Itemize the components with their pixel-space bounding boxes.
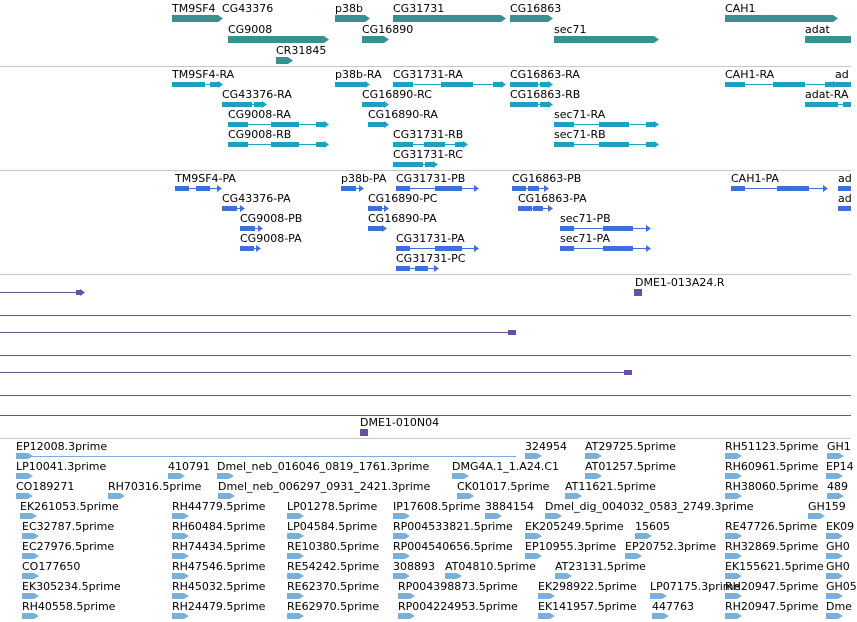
est-glyph[interactable] bbox=[22, 573, 40, 579]
gene-glyph[interactable] bbox=[725, 15, 839, 22]
est-label[interactable]: RH60484.5prime bbox=[172, 520, 266, 533]
est-glyph[interactable] bbox=[287, 573, 305, 579]
transcript-label[interactable]: CG9008-RA bbox=[228, 108, 291, 121]
gene-glyph[interactable] bbox=[276, 57, 294, 64]
est-glyph[interactable] bbox=[452, 473, 470, 479]
transcript-label[interactable]: TM9SF4-RA bbox=[172, 68, 235, 81]
gene-glyph[interactable] bbox=[805, 36, 857, 43]
est-label[interactable]: EK261053.5prime bbox=[20, 500, 119, 513]
gene-label[interactable]: TM9SF4 bbox=[172, 2, 216, 15]
est-label[interactable]: EP10955.3prime bbox=[525, 540, 617, 553]
est-glyph[interactable] bbox=[172, 573, 190, 579]
gene-label[interactable]: sec71 bbox=[554, 23, 587, 36]
est-glyph[interactable] bbox=[217, 473, 235, 479]
est-label[interactable]: IP17608.5prime bbox=[393, 500, 481, 513]
track-separator bbox=[0, 274, 851, 275]
est-glyph[interactable] bbox=[827, 453, 845, 459]
transcript-label[interactable]: sec71-RB bbox=[554, 128, 606, 141]
est-label[interactable]: Dmel_dig_004032_0583_2749.3prime bbox=[545, 500, 754, 513]
protein-label[interactable]: CG9008-PA bbox=[240, 232, 302, 245]
est-glyph[interactable] bbox=[287, 513, 305, 519]
clone-glyph[interactable] bbox=[0, 392, 857, 399]
protein-label[interactable]: sec71-PA bbox=[560, 232, 610, 245]
est-label[interactable]: LP04584.5prime bbox=[287, 520, 378, 533]
est-glyph[interactable] bbox=[172, 533, 190, 539]
est-label[interactable]: AT23131.5prime bbox=[555, 560, 646, 573]
protein-glyph[interactable] bbox=[560, 245, 652, 252]
est-glyph[interactable] bbox=[168, 473, 186, 479]
gene-label[interactable]: p38b bbox=[335, 2, 363, 15]
est-label[interactable]: EC32787.5prime bbox=[22, 520, 115, 533]
protein-label[interactable]: ad bbox=[838, 192, 852, 205]
clone-label[interactable]: DME1-013A24.R bbox=[635, 276, 725, 289]
est-glyph[interactable] bbox=[525, 453, 543, 459]
transcript-glyph[interactable] bbox=[554, 121, 660, 128]
est-glyph[interactable] bbox=[22, 553, 40, 559]
est-label[interactable]: RH38060.5prime bbox=[725, 480, 819, 493]
est-label[interactable]: Dmel_neb_016046_0819_1761.3prime bbox=[217, 460, 430, 473]
est-glyph[interactable] bbox=[725, 493, 743, 499]
est-label[interactable]: RH47546.5prime bbox=[172, 560, 266, 573]
gene-label[interactable]: adat bbox=[805, 23, 830, 36]
est-glyph[interactable] bbox=[725, 473, 743, 479]
gene-label[interactable]: CG43376 bbox=[222, 2, 274, 15]
gene-label[interactable]: CG31731 bbox=[393, 2, 445, 15]
est-glyph[interactable] bbox=[538, 593, 556, 599]
est-label[interactable]: EC27976.5prime bbox=[22, 540, 115, 553]
transcript-glyph[interactable] bbox=[335, 81, 371, 88]
transcript-glyph[interactable] bbox=[393, 81, 507, 88]
est-glyph[interactable] bbox=[172, 553, 190, 559]
est-label[interactable]: RE62370.5prime bbox=[287, 580, 380, 593]
protein-label[interactable]: CG16863-PA bbox=[518, 192, 587, 205]
protein-glyph[interactable] bbox=[838, 185, 857, 192]
transcript-label[interactable]: adat-RA bbox=[805, 88, 849, 101]
protein-label[interactable]: CG16863-PB bbox=[512, 172, 582, 185]
clone-glyph[interactable] bbox=[0, 352, 857, 359]
est-label[interactable]: 489 bbox=[827, 480, 848, 493]
clone-glyph[interactable] bbox=[634, 289, 648, 296]
protein-label[interactable]: CG31731-PA bbox=[396, 232, 465, 245]
est-label[interactable]: EP12008.3prime bbox=[16, 440, 108, 453]
est-glyph[interactable] bbox=[827, 493, 845, 499]
protein-glyph[interactable] bbox=[368, 205, 390, 212]
clone-glyph[interactable] bbox=[0, 289, 86, 296]
protein-label[interactable]: CG31731-PC bbox=[396, 252, 466, 265]
est-label[interactable]: Dme bbox=[826, 600, 852, 613]
protein-label[interactable]: CG16890-PA bbox=[368, 212, 437, 225]
gene-label[interactable]: CG9008 bbox=[228, 23, 273, 36]
est-glyph[interactable] bbox=[393, 513, 411, 519]
gene-glyph[interactable] bbox=[228, 36, 330, 43]
est-glyph[interactable] bbox=[108, 493, 126, 499]
est-label[interactable]: RH32869.5prime bbox=[725, 540, 819, 553]
est-glyph[interactable] bbox=[725, 593, 743, 599]
est-label[interactable]: 447763 bbox=[652, 600, 694, 613]
est-label[interactable]: EK298922.5prime bbox=[538, 580, 637, 593]
est-glyph[interactable] bbox=[398, 593, 416, 599]
transcript-label[interactable]: CG31731-RA bbox=[393, 68, 463, 81]
clone-glyph[interactable] bbox=[0, 329, 518, 336]
transcript-glyph[interactable] bbox=[393, 141, 469, 148]
est-label[interactable]: EK09 bbox=[826, 520, 855, 533]
transcript-label[interactable]: CG31731-RC bbox=[393, 148, 463, 161]
est-label[interactable]: RH40558.5prime bbox=[22, 600, 116, 613]
est-glyph[interactable] bbox=[172, 593, 190, 599]
gene-glyph[interactable] bbox=[554, 36, 660, 43]
transcript-label[interactable]: CG9008-RB bbox=[228, 128, 292, 141]
est-glyph[interactable] bbox=[20, 513, 38, 519]
est-label[interactable]: RH74434.5prime bbox=[172, 540, 266, 553]
est-glyph[interactable] bbox=[555, 573, 573, 579]
est-label[interactable]: EP20752.3prime bbox=[625, 540, 717, 553]
transcript-label[interactable]: p38b-RA bbox=[335, 68, 382, 81]
est-label[interactable]: RH45032.5prime bbox=[172, 580, 266, 593]
est-glyph[interactable] bbox=[22, 613, 40, 619]
protein-glyph[interactable] bbox=[731, 185, 829, 192]
est-glyph[interactable] bbox=[565, 493, 583, 499]
est-glyph[interactable] bbox=[545, 513, 563, 519]
gene-glyph[interactable] bbox=[172, 15, 224, 22]
est-label[interactable]: 324954 bbox=[525, 440, 567, 453]
est-glyph[interactable] bbox=[625, 553, 643, 559]
est-label[interactable]: RE62970.5prime bbox=[287, 600, 380, 613]
protein-label[interactable]: CG43376-PA bbox=[222, 192, 291, 205]
track-separator bbox=[0, 170, 851, 171]
est-glyph[interactable] bbox=[585, 453, 603, 459]
est-label[interactable]: EK305234.5prime bbox=[22, 580, 121, 593]
protein-glyph[interactable] bbox=[240, 225, 264, 232]
transcript-label[interactable]: CG16890-RA bbox=[368, 108, 438, 121]
est-glyph[interactable] bbox=[725, 453, 743, 459]
protein-glyph[interactable] bbox=[518, 205, 554, 212]
protein-glyph[interactable] bbox=[560, 225, 652, 232]
est-glyph[interactable] bbox=[287, 533, 305, 539]
est-label[interactable]: 3884154 bbox=[485, 500, 534, 513]
est-glyph[interactable] bbox=[172, 613, 190, 619]
protein-glyph[interactable] bbox=[222, 205, 246, 212]
protein-label[interactable]: p38b-PA bbox=[341, 172, 387, 185]
est-label[interactable]: 15605 bbox=[635, 520, 670, 533]
transcript-glyph[interactable] bbox=[172, 81, 224, 88]
clone-glyph[interactable] bbox=[360, 429, 374, 436]
gene-glyph[interactable] bbox=[335, 15, 371, 22]
est-label[interactable]: RH51123.5prime bbox=[725, 440, 819, 453]
track-separator bbox=[0, 66, 851, 67]
gene-label[interactable]: CG16890 bbox=[362, 23, 414, 36]
gene-glyph[interactable] bbox=[393, 15, 507, 22]
est-label[interactable]: CO189271 bbox=[16, 480, 75, 493]
transcript-glyph[interactable] bbox=[835, 81, 857, 88]
gene-label[interactable]: CAH1 bbox=[725, 2, 756, 15]
est-glyph[interactable] bbox=[218, 493, 236, 499]
transcript-label[interactable]: sec71-RA bbox=[554, 108, 606, 121]
est-label[interactable]: RP004398873.5prime bbox=[398, 580, 518, 593]
est-label[interactable]: EP14 bbox=[826, 460, 854, 473]
est-glyph[interactable] bbox=[22, 533, 40, 539]
transcript-glyph[interactable] bbox=[554, 141, 660, 148]
est-glyph[interactable] bbox=[725, 553, 743, 559]
est-label[interactable]: RH24479.5prime bbox=[172, 600, 266, 613]
est-label[interactable]: EK141957.5prime bbox=[538, 600, 637, 613]
est-glyph[interactable] bbox=[398, 613, 416, 619]
clone-glyph[interactable] bbox=[0, 369, 634, 376]
est-label[interactable]: RP004533821.5prime bbox=[393, 520, 513, 533]
est-label[interactable]: RE47726.5prime bbox=[725, 520, 818, 533]
protein-label[interactable]: CG16890-PC bbox=[368, 192, 438, 205]
est-glyph[interactable] bbox=[525, 553, 543, 559]
protein-label[interactable]: CG9008-PB bbox=[240, 212, 303, 225]
est-label[interactable]: GH05 bbox=[826, 580, 857, 593]
est-label[interactable]: AT01257.5prime bbox=[585, 460, 676, 473]
est-glyph[interactable] bbox=[585, 473, 603, 479]
transcript-glyph[interactable] bbox=[510, 81, 554, 88]
est-glyph[interactable] bbox=[16, 473, 34, 479]
est-glyph[interactable] bbox=[287, 593, 305, 599]
est-label[interactable]: 308893 bbox=[393, 560, 435, 573]
protein-glyph[interactable] bbox=[512, 185, 550, 192]
transcript-label[interactable]: CAH1-RA bbox=[725, 68, 775, 81]
est-label[interactable]: AT11621.5prime bbox=[565, 480, 656, 493]
protein-glyph[interactable] bbox=[396, 245, 480, 252]
protein-glyph[interactable] bbox=[838, 205, 857, 212]
est-glyph[interactable] bbox=[826, 593, 844, 599]
est-glyph[interactable] bbox=[826, 613, 844, 619]
est-glyph[interactable] bbox=[826, 573, 844, 579]
est-label[interactable]: RH44779.5prime bbox=[172, 500, 266, 513]
est-label[interactable]: EK205249.5prime bbox=[525, 520, 624, 533]
protein-label[interactable]: CAH1-PA bbox=[731, 172, 779, 185]
transcript-glyph[interactable] bbox=[805, 101, 857, 108]
protein-glyph[interactable] bbox=[175, 185, 223, 192]
est-glyph[interactable] bbox=[826, 533, 844, 539]
est-glyph[interactable] bbox=[457, 493, 475, 499]
est-label[interactable]: AT04810.5prime bbox=[445, 560, 536, 573]
est-glyph[interactable] bbox=[725, 613, 743, 619]
transcript-label[interactable]: CG16863-RB bbox=[510, 88, 581, 101]
est-label[interactable]: GH159 bbox=[808, 500, 846, 513]
est-glyph[interactable] bbox=[393, 573, 411, 579]
transcript-glyph[interactable] bbox=[362, 101, 390, 108]
est-label[interactable]: RP004224953.5prime bbox=[398, 600, 518, 613]
transcript-glyph[interactable] bbox=[393, 161, 439, 168]
transcript-label[interactable]: ad bbox=[835, 68, 849, 81]
gene-glyph[interactable] bbox=[362, 36, 390, 43]
transcript-glyph[interactable] bbox=[368, 121, 390, 128]
protein-glyph[interactable] bbox=[396, 185, 480, 192]
gene-glyph[interactable] bbox=[510, 15, 554, 22]
est-glyph[interactable] bbox=[525, 533, 543, 539]
est-label[interactable]: GH0 bbox=[826, 560, 850, 573]
protein-label[interactable]: ad bbox=[838, 172, 852, 185]
est-glyph[interactable] bbox=[16, 453, 522, 459]
est-label[interactable]: GH0 bbox=[826, 540, 850, 553]
est-label[interactable]: RH20947.5prime bbox=[725, 600, 819, 613]
transcript-glyph[interactable] bbox=[228, 141, 330, 148]
est-label[interactable]: RH70316.5prime bbox=[108, 480, 202, 493]
protein-glyph[interactable] bbox=[240, 245, 262, 252]
protein-label[interactable]: sec71-PB bbox=[560, 212, 611, 225]
est-glyph[interactable] bbox=[652, 613, 670, 619]
protein-glyph[interactable] bbox=[341, 185, 365, 192]
protein-glyph[interactable] bbox=[368, 225, 388, 232]
gene-label[interactable]: CG16863 bbox=[510, 2, 562, 15]
est-label[interactable]: EK155621.5prime bbox=[725, 560, 824, 573]
est-glyph[interactable] bbox=[16, 493, 34, 499]
est-glyph[interactable] bbox=[826, 553, 844, 559]
protein-label[interactable]: CG31731-PB bbox=[396, 172, 466, 185]
est-glyph[interactable] bbox=[393, 553, 411, 559]
est-label[interactable]: RE10380.5prime bbox=[287, 540, 380, 553]
protein-label[interactable]: TM9SF4-PA bbox=[175, 172, 236, 185]
est-label[interactable]: RP004540656.5prime bbox=[393, 540, 513, 553]
est-label[interactable]: LP10041.3prime bbox=[16, 460, 107, 473]
est-label[interactable]: CK01017.5prime bbox=[457, 480, 550, 493]
transcript-label[interactable]: CG16863-RA bbox=[510, 68, 580, 81]
transcript-glyph[interactable] bbox=[222, 101, 268, 108]
transcript-glyph[interactable] bbox=[228, 121, 330, 128]
est-glyph[interactable] bbox=[725, 573, 743, 579]
est-label[interactable]: 410791 bbox=[168, 460, 210, 473]
est-glyph[interactable] bbox=[808, 513, 826, 519]
est-glyph[interactable] bbox=[287, 553, 305, 559]
est-glyph[interactable] bbox=[725, 533, 743, 539]
gene-label[interactable]: CR31845 bbox=[276, 44, 327, 57]
est-glyph[interactable] bbox=[485, 513, 503, 519]
est-label[interactable]: LP01278.5prime bbox=[287, 500, 378, 513]
est-label[interactable]: RH60961.5prime bbox=[725, 460, 819, 473]
clone-glyph[interactable] bbox=[0, 312, 857, 319]
transcript-label[interactable]: CG31731-RB bbox=[393, 128, 464, 141]
protein-glyph[interactable] bbox=[396, 265, 440, 272]
transcript-label[interactable]: CG16890-RC bbox=[362, 88, 432, 101]
est-label[interactable]: CO177650 bbox=[22, 560, 81, 573]
transcript-glyph[interactable] bbox=[510, 101, 554, 108]
track-separator bbox=[0, 438, 851, 439]
est-glyph[interactable] bbox=[826, 473, 844, 479]
transcript-label[interactable]: CG43376-RA bbox=[222, 88, 292, 101]
est-glyph[interactable] bbox=[172, 513, 190, 519]
est-label[interactable]: AT29725.5prime bbox=[585, 440, 676, 453]
est-glyph[interactable] bbox=[22, 593, 40, 599]
est-glyph[interactable] bbox=[635, 533, 653, 539]
est-glyph[interactable] bbox=[538, 613, 556, 619]
est-glyph[interactable] bbox=[650, 593, 668, 599]
est-glyph[interactable] bbox=[287, 613, 305, 619]
est-label[interactable]: LP07175.3prime bbox=[650, 580, 741, 593]
est-glyph[interactable] bbox=[445, 573, 463, 579]
est-label[interactable]: DMG4A.1_1.A24.C1 bbox=[452, 460, 560, 473]
est-label[interactable]: RH20947.5prime bbox=[725, 580, 819, 593]
est-label[interactable]: Dmel_neb_006297_0931_2421.3prime bbox=[218, 480, 431, 493]
est-glyph[interactable] bbox=[393, 533, 411, 539]
est-label[interactable]: RE54242.5prime bbox=[287, 560, 380, 573]
est-label[interactable]: GH1 bbox=[827, 440, 851, 453]
transcript-glyph[interactable] bbox=[725, 81, 839, 88]
clone-label[interactable]: DME1-010N04 bbox=[360, 416, 440, 429]
